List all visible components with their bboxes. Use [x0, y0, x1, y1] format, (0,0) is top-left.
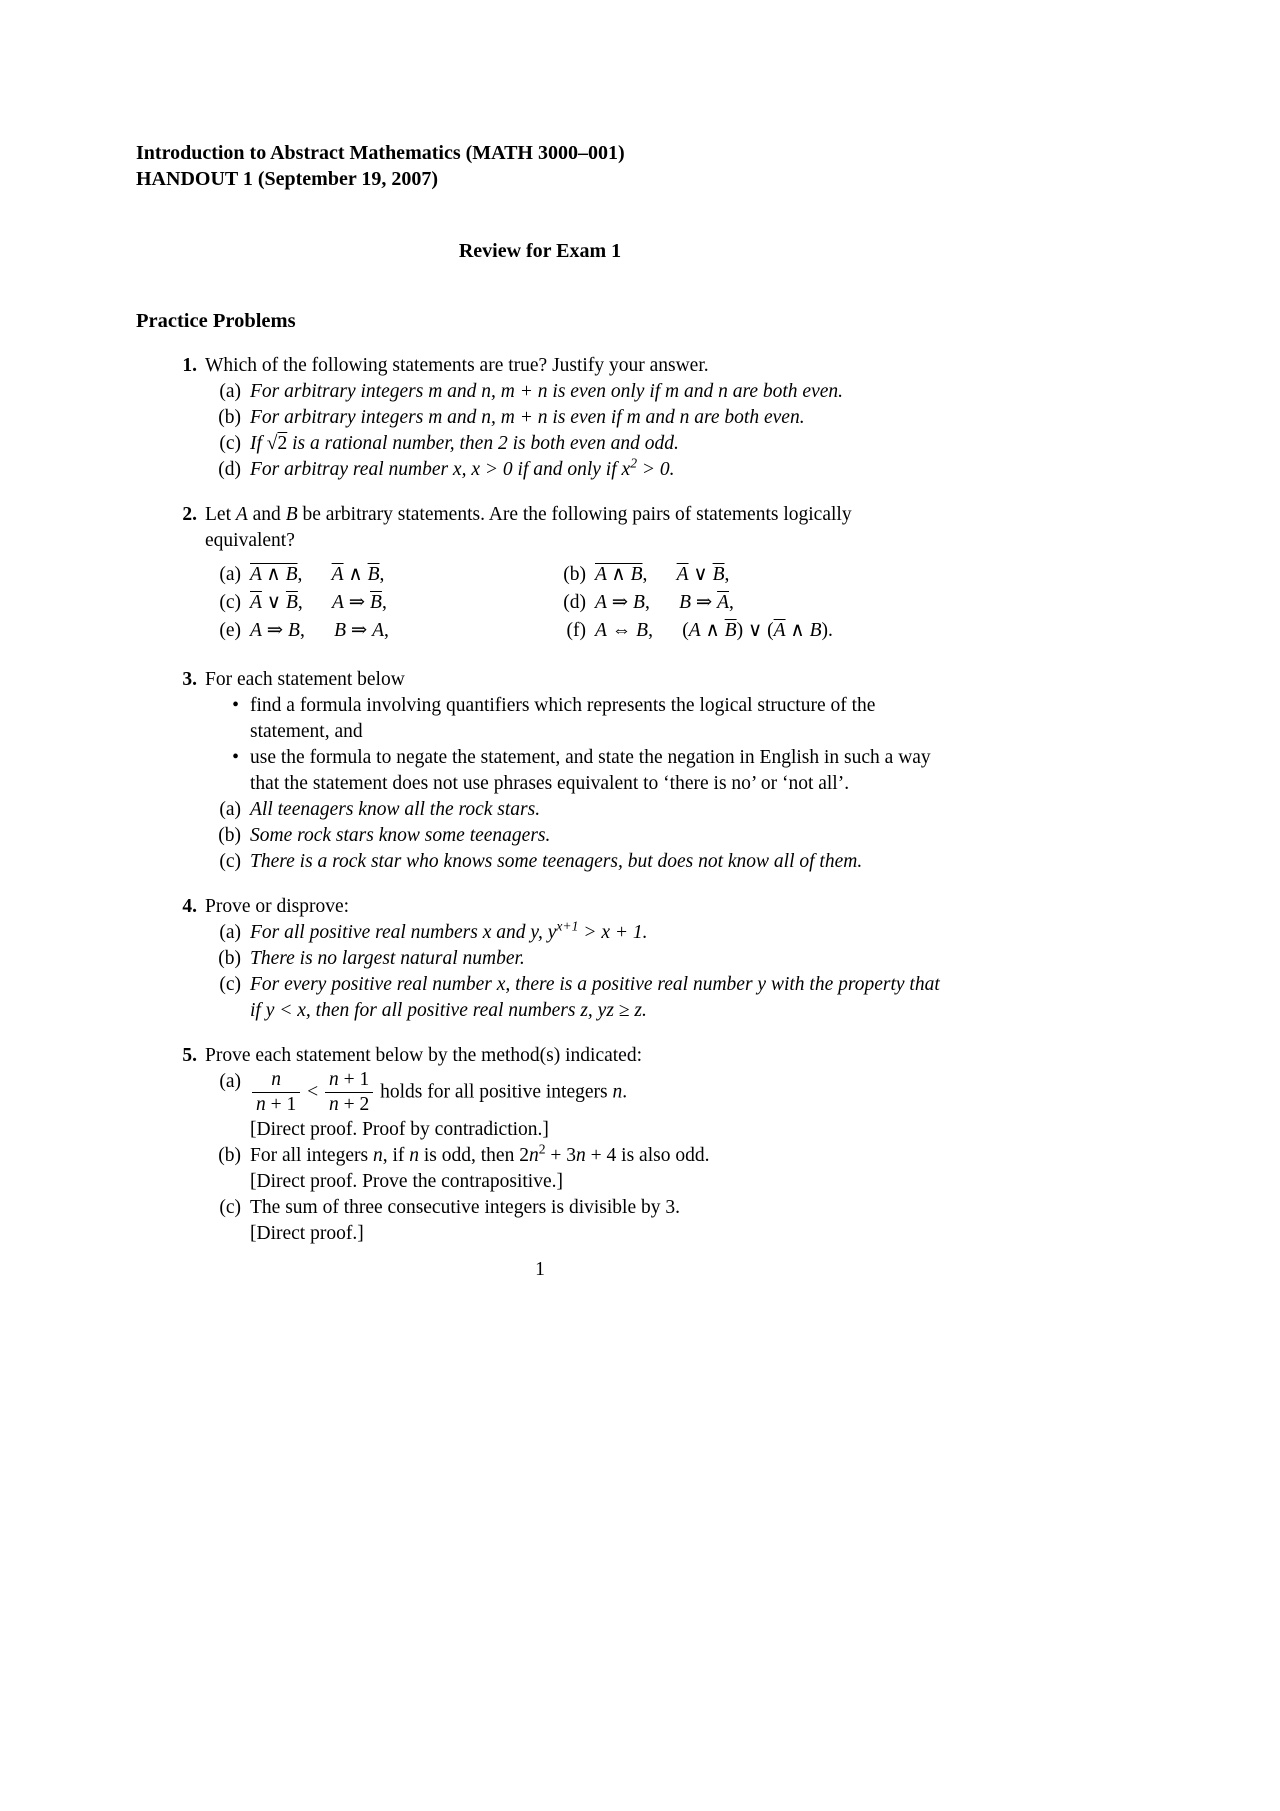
- text-run: ,: [299, 620, 335, 641]
- problem-subitem: [205, 797, 944, 823]
- problem-subitem: [205, 618, 550, 644]
- subitem-body: [250, 797, 944, 823]
- text-run: + 2: [338, 1094, 370, 1116]
- problem-subitem: [205, 457, 944, 483]
- subitem-label: (b): [218, 948, 241, 969]
- problem-subitem: [205, 379, 944, 405]
- text-run: ,: [379, 564, 385, 585]
- math-var: n: [528, 1144, 539, 1166]
- subitem-label: (c): [219, 433, 241, 454]
- subitem-line: [595, 590, 944, 616]
- text-run: + 3: [545, 1144, 577, 1166]
- subitem-line: [250, 920, 944, 946]
- math-var: n: [409, 1144, 419, 1166]
- overline-expr: $\overline{A}$: [717, 592, 729, 613]
- review-title: Review for Exam 1: [458, 240, 622, 262]
- text-run: find a formula involving quantifiers which represents the logical structure of the statement, and: [250, 695, 876, 742]
- subitem-line: [250, 562, 550, 588]
- math-var: B: [288, 620, 300, 641]
- subitem-body: [250, 405, 944, 431]
- problem-body: [205, 894, 944, 1024]
- problem-body: [205, 502, 944, 648]
- subitem-body: [250, 379, 944, 405]
- text-run: is a rational number, then 2 is both even and odd.: [287, 433, 679, 454]
- text-run: ⇒: [343, 592, 371, 613]
- text-run: holds for all positive integers: [375, 1081, 613, 1103]
- subitem-body: [250, 946, 944, 972]
- subitem-line: [250, 618, 550, 644]
- problem: [136, 502, 944, 648]
- problem: [136, 894, 944, 1024]
- subitem-label: (d): [563, 592, 586, 613]
- problem-subitem: [205, 972, 944, 1024]
- text-run: ,: [729, 592, 734, 613]
- text-run: Which of the following statements are true? Justify your answer.: [205, 355, 709, 376]
- subitem-body: [250, 562, 550, 588]
- problem-subitem: [205, 823, 944, 849]
- text-run: ,: [381, 592, 387, 613]
- subitem-line: [250, 1117, 944, 1143]
- bullet-dot: •: [232, 747, 239, 768]
- practice-problems-heading: Practice Problems: [136, 310, 296, 332]
- problem-items: [205, 1069, 944, 1247]
- subitem-body: [250, 590, 550, 616]
- math-var: B: [636, 620, 649, 641]
- math-var: n: [329, 1069, 339, 1090]
- text-run: If: [250, 433, 267, 454]
- math-var: n: [271, 1069, 281, 1090]
- text-run: ∨: [261, 592, 286, 613]
- text-run: ⇒: [690, 592, 718, 613]
- text-run: For each statement below: [205, 669, 405, 690]
- math-var: B: [334, 620, 346, 641]
- math-var: n: [576, 1144, 586, 1166]
- subitem-line: [250, 405, 944, 431]
- problem-intro: [205, 502, 944, 554]
- overline-expr: $\overline{A}$: [676, 564, 689, 585]
- overline-expr: $\overline{A}$: [773, 620, 786, 641]
- sqrt-radicand: 2: [277, 433, 288, 454]
- subitem-line: [250, 1169, 944, 1195]
- text-run: ⇒: [261, 620, 289, 641]
- problem: [136, 1043, 944, 1247]
- math-var: n: [329, 1094, 339, 1116]
- subitem-body: [250, 972, 944, 1024]
- subitem-line: [250, 1221, 944, 1247]
- problem-items: [205, 562, 944, 644]
- text-run: There is a rock star who knows some teenagers, but does not know all of them.: [250, 851, 863, 872]
- text-run: , (: [648, 620, 689, 641]
- subitem-body: [250, 431, 944, 457]
- text-run: For all integers: [250, 1144, 373, 1166]
- subitem-line: [250, 972, 944, 1024]
- subitem-body: [250, 1195, 944, 1247]
- text-run: Prove each statement below by the method(s) indicated:: [205, 1045, 642, 1066]
- subitem-label: (a): [219, 799, 241, 820]
- problem-intro: [205, 1043, 944, 1069]
- problem-row: [136, 353, 944, 483]
- text-run: ,: [644, 592, 680, 613]
- subitem-label: (e): [219, 620, 241, 641]
- problem-body: [205, 1043, 944, 1247]
- bullet-text: [250, 745, 944, 797]
- text-run: [Direct proof. Proof by contradiction.]: [250, 1118, 549, 1140]
- math-var: A: [688, 620, 701, 641]
- math-var: A: [595, 620, 607, 641]
- subitem-label: (b): [218, 407, 241, 428]
- text-run: The sum of three consecutive integers is divisible by 3.: [250, 1196, 680, 1218]
- math-var: A: [250, 620, 262, 641]
- math-var: B: [809, 620, 822, 641]
- subitem-line: [250, 1143, 944, 1169]
- problem-subitem: [205, 920, 944, 946]
- bullet-item: [205, 745, 944, 797]
- text-run: > 0.: [637, 459, 675, 480]
- text-run: ∨: [688, 564, 713, 585]
- text-run: be arbitrary statements. Are the following pairs of statements logically equivalent?: [205, 504, 852, 551]
- text-run: For arbitrary integers m and n, m + n is even only if m and n are both even.: [250, 381, 844, 402]
- problem-intro: [205, 894, 944, 920]
- text-run: + 4 is also odd.: [585, 1144, 710, 1166]
- problem-subitem: [205, 849, 944, 875]
- problem-number: 4.: [182, 896, 197, 917]
- text-run: ∧: [700, 620, 725, 641]
- problem-number: 3.: [182, 669, 197, 690]
- text-run: ,: [297, 564, 332, 585]
- fraction-denominator: [325, 1093, 373, 1116]
- doc-header: [136, 140, 944, 192]
- subitem-body: [595, 618, 944, 644]
- problem-subitem: [205, 1195, 944, 1247]
- subitem-label: (b): [563, 564, 586, 585]
- problems-list: [136, 353, 944, 1247]
- math-var: B: [679, 592, 691, 613]
- bullet-dot: •: [232, 695, 239, 716]
- math-var: A: [595, 592, 607, 613]
- overline-expr: $\overline{B}$: [367, 564, 380, 585]
- text-run: ⇒: [606, 592, 634, 613]
- problem-subitem: [550, 590, 944, 616]
- text-run: is odd, then 2: [418, 1144, 529, 1166]
- text-run: + 1: [265, 1094, 297, 1116]
- overline-expr: A ∧ B: [250, 564, 298, 585]
- text-run: For every positive real number x, there is a positive real number y with the property that if y < x, then for all positive real numbers z, yz ≥ z.: [250, 974, 940, 1021]
- text-run: [Direct proof. Prove the contrapositive.]: [250, 1170, 563, 1192]
- subitem-line: [250, 797, 944, 823]
- fraction: [323, 1069, 375, 1117]
- subitem-body: [250, 1069, 944, 1143]
- fraction: [250, 1069, 302, 1117]
- subitem-body: [250, 457, 944, 483]
- overline-expr: $\overline{B}$: [370, 592, 382, 613]
- text-run: ,: [297, 592, 332, 613]
- problem-subitem: [205, 1143, 944, 1195]
- subitem-label: (c): [219, 592, 241, 613]
- text-run: For arbitrary integers m and n, m + n is even if m and n are both even.: [250, 407, 805, 428]
- subitem-line: [250, 823, 944, 849]
- math-var: B: [285, 504, 298, 525]
- text-run: ).: [821, 620, 833, 641]
- problem: [136, 353, 944, 483]
- text-run: ⇒: [345, 620, 373, 641]
- overline-expr: $\overline{A}$: [250, 592, 262, 613]
- math-var: A: [332, 592, 344, 613]
- text-run: and: [247, 504, 286, 525]
- overline-expr: $\overline{B}$: [285, 592, 298, 613]
- subitem-body: [250, 823, 944, 849]
- math-var: n: [372, 1144, 383, 1166]
- problem: [136, 667, 944, 875]
- text-run: All teenagers know all the rock stars.: [250, 799, 541, 820]
- superscript: 2: [630, 455, 638, 471]
- text-run: , if: [382, 1144, 410, 1166]
- subitem-line: [250, 1069, 944, 1117]
- text-run: + 1: [338, 1069, 370, 1090]
- subitem-label: (a): [219, 1071, 241, 1092]
- text-run: ∧: [785, 620, 810, 641]
- bullet-text: [250, 693, 944, 745]
- text-run: Let: [205, 504, 236, 525]
- subitem-label: (c): [219, 974, 241, 995]
- page-number: 1: [535, 1258, 545, 1280]
- overline-expr: $\overline{A}$: [331, 564, 344, 585]
- problem-intro: [205, 353, 944, 379]
- subitem-label: (a): [219, 381, 241, 402]
- problem-subitem: [205, 405, 944, 431]
- text-run: ⇔: [606, 620, 637, 641]
- sqrt-expr: √2: [266, 433, 288, 454]
- text-run: There is no largest natural number.: [250, 948, 525, 969]
- math-var: A: [372, 620, 384, 641]
- subitem-line: [250, 431, 944, 457]
- subitem-body: [595, 590, 944, 616]
- subitem-label: (f): [566, 620, 586, 641]
- superscript: 2: [538, 1141, 546, 1157]
- fraction-numerator: [252, 1069, 300, 1093]
- text-run: Prove or disprove:: [205, 896, 350, 917]
- problem-row: [136, 667, 944, 875]
- subitem-label: (b): [218, 1144, 241, 1166]
- subitem-label: (b): [218, 825, 241, 846]
- text-run: <: [302, 1081, 323, 1103]
- subitem-body: [250, 1143, 944, 1195]
- subitem-label: (d): [218, 459, 241, 480]
- problem-subitem: [205, 562, 550, 588]
- subitem-line: [595, 618, 944, 644]
- bullet-item: [205, 693, 944, 745]
- text-run: .: [622, 1081, 628, 1103]
- problem-row: [136, 502, 944, 648]
- text-run: use the formula to negate the statement, and state the negation in English in such a way that the statement does not use phrases equivalent to ‘there is no’ or ‘not all’.: [250, 747, 931, 794]
- subitem-label: (c): [219, 1196, 241, 1218]
- problem-subitem: [205, 1069, 944, 1143]
- problem-row: [136, 1043, 944, 1247]
- problem-row: [136, 894, 944, 1024]
- problem-subitem: [205, 946, 944, 972]
- subitem-label: (c): [219, 851, 241, 872]
- math-var: n: [612, 1081, 623, 1103]
- overline-expr: $\overline{B}$: [724, 620, 737, 641]
- text-run: ,: [642, 564, 677, 585]
- text-run: ) ∨ (: [736, 620, 774, 641]
- subitem-line: [595, 562, 944, 588]
- text-run: > x + 1.: [578, 922, 648, 943]
- math-var: n: [256, 1094, 266, 1116]
- fraction-numerator: [325, 1069, 373, 1093]
- superscript: x+1: [556, 918, 579, 934]
- problem-body: [205, 667, 944, 875]
- subitem-body: [250, 618, 550, 644]
- course-title: Introduction to Abstract Mathematics (MATH 3000–001): [136, 142, 625, 164]
- subitem-line: [250, 946, 944, 972]
- subitem-body: [595, 562, 944, 588]
- overline-expr: A ∧ B: [595, 564, 643, 585]
- problem-intro: [205, 667, 944, 693]
- subitem-line: [250, 457, 944, 483]
- problem-items: [205, 379, 944, 483]
- problem-subitem: [205, 590, 550, 616]
- fraction-denominator: [252, 1093, 300, 1116]
- text-run: [Direct proof.]: [250, 1222, 364, 1244]
- problem-items: [205, 797, 944, 875]
- text-run: ,: [384, 620, 389, 641]
- subitem-label: (a): [219, 564, 241, 585]
- problem-items: [205, 920, 944, 1024]
- handout-title: HANDOUT 1 (September 19, 2007): [136, 168, 439, 190]
- text-run: ∧: [343, 564, 368, 585]
- subitem-line: [250, 590, 550, 616]
- problem-body: [205, 353, 944, 483]
- subitem-line: [250, 1195, 944, 1221]
- subitem-body: [250, 849, 944, 875]
- problem-number: 1.: [182, 355, 197, 376]
- subitem-label: (a): [219, 922, 241, 943]
- subitem-line: [250, 849, 944, 875]
- problem-number: 2.: [182, 504, 197, 525]
- text-run: ,: [724, 564, 730, 585]
- text-run: For all positive real numbers x and y, y: [250, 922, 557, 943]
- problem-number: 5.: [182, 1045, 197, 1066]
- problem-subitem: [205, 431, 944, 457]
- text-run: Some rock stars know some teenagers.: [250, 825, 551, 846]
- problem-subitem: [550, 562, 944, 588]
- subitem-line: [250, 379, 944, 405]
- math-var: B: [633, 592, 645, 613]
- overline-expr: $\overline{B}$: [712, 564, 725, 585]
- text-run: For arbitray real number x, x > 0 if and only if x: [250, 459, 631, 480]
- problem-subitem: [550, 618, 944, 644]
- subitem-body: [250, 920, 944, 946]
- math-var: A: [235, 504, 248, 525]
